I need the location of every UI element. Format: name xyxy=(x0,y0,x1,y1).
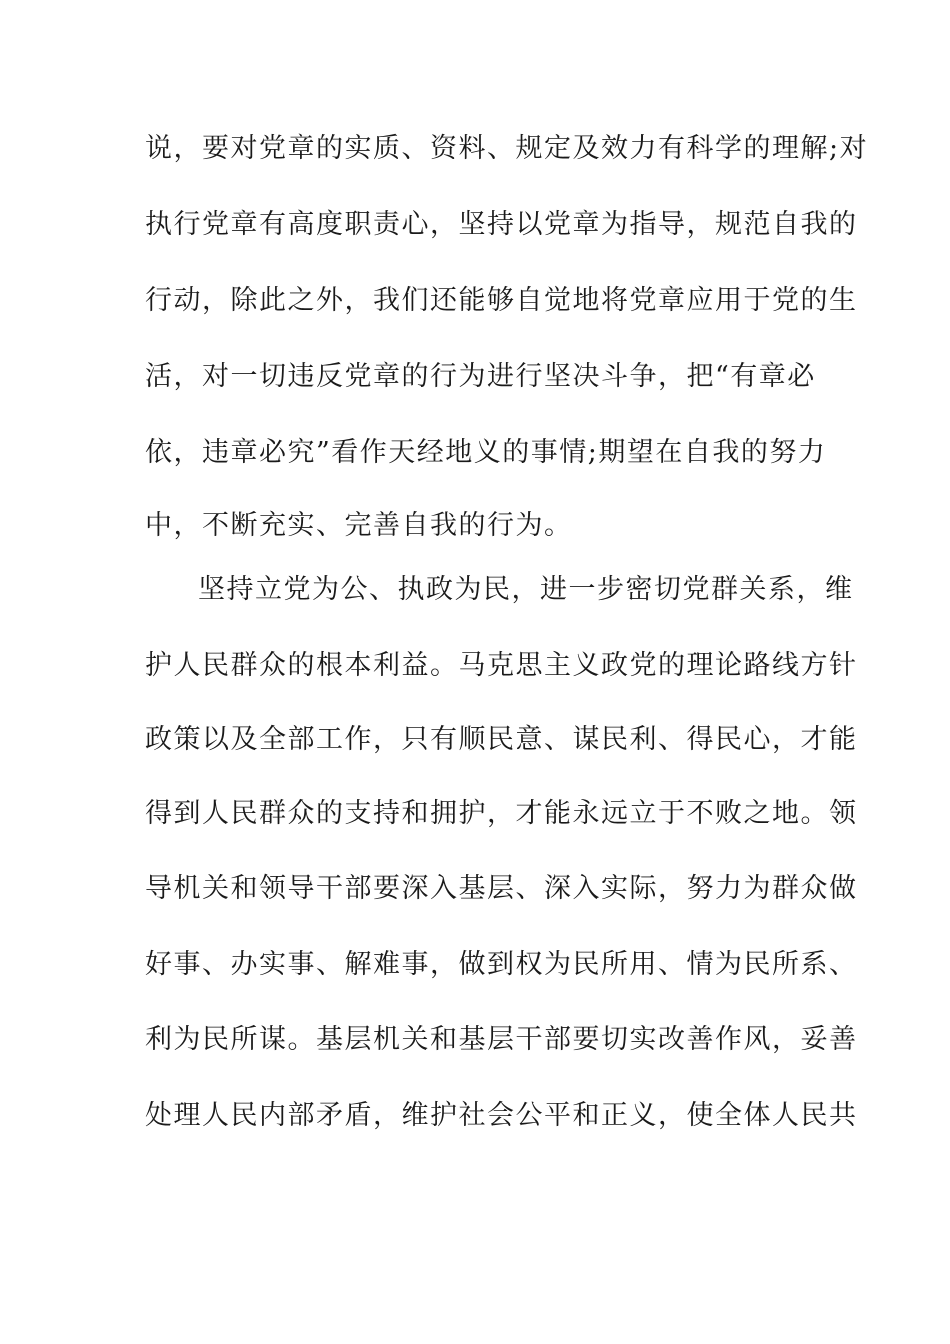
text-line: 政策以及全部工作，只有顺民意、谋民利、得民心，才能 xyxy=(145,724,858,755)
text-line: 得到人民群众的支持和拥护，才能永远立于不败之地。领 xyxy=(145,798,858,829)
text-line: 护人民群众的根本利益。马克思主义政党的理论路线方针 xyxy=(145,650,858,681)
text-line: 好事、办实事、解难事，做到权为民所用、情为民所系、 xyxy=(145,949,858,980)
text-line: 处理人民内部矛盾，维护社会公平和正义，使全体人民共 xyxy=(145,1100,858,1131)
text-line: 行动，除此之外，我们还能够自觉地将党章应用于党的生 xyxy=(145,285,858,316)
paragraph-first-line: 坚持立党为公、执政为民，进一步密切党群关系，维 xyxy=(198,574,854,605)
text-line: 中，不断充实、完善自我的行为。 xyxy=(145,510,573,541)
text-line: 执行党章有高度职责心，坚持以党章为指导，规范自我的 xyxy=(145,209,858,240)
text-line: 活，对一切违反党章的行为进行坚决斗争，把“有章必 xyxy=(145,361,816,392)
text-line: 依，违章必究”看作天经地义的事情;期望在自我的努力 xyxy=(145,437,827,468)
text-line: 导机关和领导干部要深入基层、深入实际，努力为群众做 xyxy=(145,873,858,904)
text-line: 说，要对党章的实质、资料、规定及效力有科学的理解;对 xyxy=(145,133,869,164)
text-line: 利为民所谋。基层机关和基层干部要切实改善作风，妥善 xyxy=(145,1024,858,1055)
